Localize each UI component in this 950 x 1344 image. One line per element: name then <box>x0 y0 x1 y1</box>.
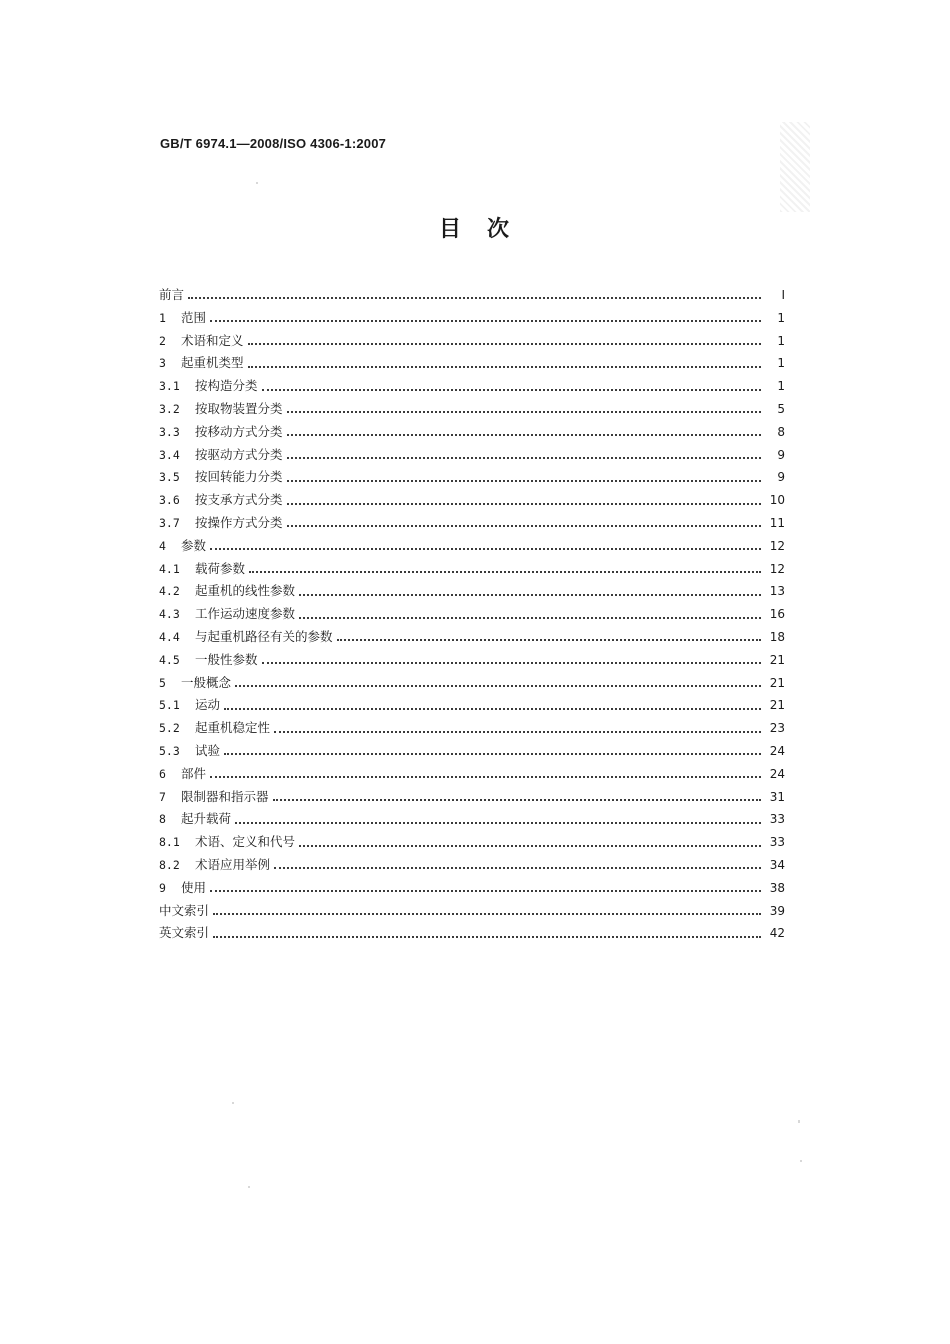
toc-entry[interactable] <box>159 331 785 354</box>
toc-entry-number: 1 <box>159 310 166 325</box>
toc-entry-page: 12 <box>769 538 785 553</box>
toc-entry[interactable] <box>159 422 785 445</box>
toc-entry-page: 9 <box>777 470 785 485</box>
toc-entry-number: 8 <box>159 812 166 827</box>
toc-entry-label: 范围 <box>181 309 207 325</box>
toc-entry[interactable] <box>159 695 785 718</box>
toc-entry-page: 16 <box>769 607 785 622</box>
toc-entry-number: 6 <box>159 766 166 781</box>
toc-entry-number: 5.1 <box>159 698 180 713</box>
toc-leader-dots <box>299 590 761 600</box>
toc-entry-page: 9 <box>777 447 785 462</box>
toc-entry-label: 工作运动速度参数 <box>195 606 296 622</box>
toc-entry-label: 与起重机路径有关的参数 <box>195 628 333 644</box>
toc-entry-number: 3.3 <box>159 424 180 439</box>
toc-entry[interactable] <box>159 809 785 832</box>
toc-leader-dots <box>249 567 761 577</box>
toc-entry[interactable] <box>159 308 785 331</box>
toc-leader-dots <box>213 909 761 919</box>
toc-leader-dots <box>262 658 761 668</box>
toc-entry-number: 3.7 <box>159 515 180 530</box>
toc-leader-dots <box>188 293 761 303</box>
toc-entry[interactable] <box>159 764 785 787</box>
toc-entry[interactable] <box>159 353 785 376</box>
toc-leader-dots <box>287 521 761 531</box>
scan-speck <box>256 182 258 184</box>
toc-entry-label: 一般概念 <box>181 674 232 690</box>
toc-leader-dots <box>274 727 761 737</box>
toc-entry[interactable] <box>159 536 785 559</box>
toc-entry-label: 运动 <box>195 697 221 713</box>
toc-entry-page: 42 <box>769 926 785 941</box>
toc-leader-dots <box>224 704 761 714</box>
scan-speck <box>232 1102 234 1104</box>
toc-entry-label: 限制器和指示器 <box>181 788 269 804</box>
toc-entry-number: 4.1 <box>159 561 180 576</box>
toc-entry[interactable] <box>159 445 785 468</box>
toc-leader-dots <box>248 362 761 372</box>
toc-entry-page: 13 <box>769 584 785 599</box>
toc-entry-page: 8 <box>777 424 785 439</box>
table-of-contents <box>159 285 785 946</box>
toc-entry-page: 21 <box>769 652 785 667</box>
toc-entry-page: 23 <box>769 721 785 736</box>
toc-entry-label: 起重机的线性参数 <box>195 583 296 599</box>
toc-entry[interactable] <box>159 832 785 855</box>
toc-entry-page: 1 <box>777 379 785 394</box>
toc-entry-number: 3.2 <box>159 401 180 416</box>
toc-entry-number: 4.4 <box>159 629 180 644</box>
toc-entry-number: 3.5 <box>159 470 180 485</box>
toc-entry-label: 中文索引 <box>159 902 210 918</box>
scan-speck <box>798 1120 800 1123</box>
toc-entry-number: 7 <box>159 789 166 804</box>
toc-entry-page: 1 <box>777 310 785 325</box>
toc-entry[interactable] <box>159 627 785 650</box>
toc-entry-label: 前言 <box>159 287 185 302</box>
toc-entry-number: 2 <box>159 333 166 348</box>
toc-leader-dots <box>224 749 761 759</box>
toc-entry[interactable] <box>159 923 785 946</box>
toc-entry-page: 5 <box>777 401 785 416</box>
toc-entry-label: 使用 <box>181 879 207 895</box>
toc-leader-dots <box>210 544 761 554</box>
toc-entry[interactable] <box>159 513 785 536</box>
toc-entry[interactable] <box>159 901 785 924</box>
toc-entry[interactable] <box>159 878 785 901</box>
toc-leader-dots <box>235 818 761 828</box>
toc-leader-dots <box>213 932 761 942</box>
toc-leader-dots <box>210 886 761 896</box>
toc-entry-number: 9 <box>159 880 166 895</box>
toc-entry-page: 21 <box>769 675 785 690</box>
toc-entry-label: 一般性参数 <box>195 651 258 667</box>
toc-entry-label: 部件 <box>181 765 207 781</box>
toc-entry-label: 起重机类型 <box>181 355 244 371</box>
toc-entry-label: 起升载荷 <box>181 811 232 827</box>
toc-entry[interactable] <box>159 467 785 490</box>
toc-entry[interactable] <box>159 559 785 582</box>
toc-entry[interactable] <box>159 376 785 399</box>
toc-entry-number: 5 <box>159 675 166 690</box>
toc-leader-dots <box>287 453 761 463</box>
toc-entry-label: 按取物装置分类 <box>195 400 283 416</box>
toc-entry[interactable] <box>159 673 785 696</box>
toc-entry-label: 参数 <box>181 537 207 553</box>
toc-entry-page: 1 <box>777 356 785 371</box>
toc-leader-dots <box>287 430 761 440</box>
scan-noise <box>780 122 810 212</box>
toc-leader-dots <box>287 407 761 417</box>
toc-entry-number: 5.3 <box>159 743 180 758</box>
toc-entry-label: 按操作方式分类 <box>195 514 283 530</box>
toc-entry-number: 4.2 <box>159 584 180 599</box>
toc-entry[interactable] <box>159 741 785 764</box>
toc-leader-dots <box>287 499 761 509</box>
toc-entry[interactable] <box>159 581 785 604</box>
scan-speck <box>800 1160 802 1162</box>
toc-leader-dots <box>210 772 761 782</box>
toc-entry[interactable] <box>159 399 785 422</box>
toc-entry[interactable] <box>159 490 785 513</box>
toc-entry-page: 18 <box>769 629 785 644</box>
toc-leader-dots <box>299 841 761 851</box>
toc-entry[interactable] <box>159 285 785 308</box>
toc-leader-dots <box>235 681 761 691</box>
toc-entry-number: 3.6 <box>159 493 180 508</box>
toc-entry-page: 39 <box>769 903 785 918</box>
toc-entry-page: 38 <box>769 880 785 895</box>
toc-entry-number: 4 <box>159 538 166 553</box>
toc-entry-label: 按移动方式分类 <box>195 423 283 439</box>
toc-entry-number: 4.5 <box>159 652 180 667</box>
toc-entry-label: 术语和定义 <box>181 332 244 348</box>
toc-entry-page: 11 <box>769 515 785 530</box>
toc-entry-page: 24 <box>769 743 785 758</box>
toc-entry-label: 术语应用举例 <box>195 856 271 872</box>
toc-entry[interactable] <box>159 718 785 741</box>
toc-title: 目 次 <box>438 217 511 242</box>
toc-entry[interactable] <box>159 650 785 673</box>
toc-entry-label: 载荷参数 <box>195 560 246 576</box>
toc-leader-dots <box>337 635 761 645</box>
toc-leader-dots <box>273 795 761 805</box>
toc-entry[interactable] <box>159 787 785 810</box>
standard-code: GB/T 6974.1—2008/ISO 4306-1:2007 <box>160 136 387 151</box>
toc-entry-number: 4.3 <box>159 607 180 622</box>
toc-entry-page: 24 <box>769 766 785 781</box>
toc-entry[interactable] <box>159 604 785 627</box>
toc-entry-page: 33 <box>769 812 785 827</box>
toc-entry-page: 34 <box>769 857 785 872</box>
toc-entry-label: 按回转能力分类 <box>195 469 283 485</box>
toc-entry[interactable] <box>159 855 785 878</box>
toc-entry-label: 按构造分类 <box>195 378 258 394</box>
toc-entry-label: 按支承方式分类 <box>195 492 283 508</box>
toc-entry-page: 10 <box>769 493 785 508</box>
toc-entry-label: 起重机稳定性 <box>195 720 271 736</box>
toc-entry-number: 3.1 <box>159 379 180 394</box>
toc-entry-page: 12 <box>769 561 785 576</box>
toc-entry-label: 试验 <box>195 742 221 758</box>
toc-leader-dots <box>262 385 761 395</box>
scan-speck <box>248 1186 250 1188</box>
toc-entry-page: Ⅰ <box>781 288 785 302</box>
toc-entry-page: 31 <box>769 789 785 804</box>
toc-entry-number: 8.2 <box>159 857 180 872</box>
toc-entry-page: 33 <box>769 835 785 850</box>
toc-entry-number: 5.2 <box>159 721 180 736</box>
toc-entry-label: 英文索引 <box>159 925 210 941</box>
toc-leader-dots <box>210 316 761 326</box>
toc-entry-number: 8.1 <box>159 835 180 850</box>
toc-leader-dots <box>248 339 761 349</box>
toc-entry-page: 21 <box>769 698 785 713</box>
toc-leader-dots <box>287 476 761 486</box>
toc-entry-number: 3 <box>159 356 166 371</box>
toc-entry-page: 1 <box>777 333 785 348</box>
toc-entry-label: 按驱动方式分类 <box>195 446 283 462</box>
toc-entry-label: 术语、定义和代号 <box>195 834 296 850</box>
toc-entry-number: 3.4 <box>159 447 180 462</box>
toc-leader-dots <box>299 613 761 623</box>
toc-leader-dots <box>274 863 761 873</box>
